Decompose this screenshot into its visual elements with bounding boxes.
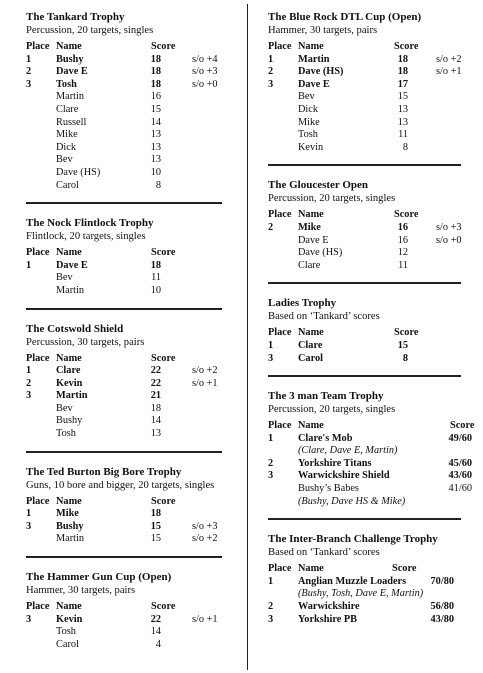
result-row (26, 167, 222, 180)
section-subtitle: Percussion, 20 targets, singles (268, 193, 396, 205)
score-cell: 11 (398, 259, 408, 271)
result-row (268, 576, 463, 589)
section-subtitle: Percussion, 20 targets, singles (268, 404, 396, 416)
result-row (26, 104, 222, 117)
result-row (26, 378, 222, 391)
section-rule (268, 518, 461, 520)
section-rule (26, 451, 222, 453)
name-cell: Bushy (56, 53, 84, 65)
place-column-header: Place (268, 563, 292, 575)
shootoff-note: s/o +2 (192, 365, 218, 377)
result-row (26, 390, 222, 403)
name-cell: Tosh (56, 78, 77, 90)
section-title: The Tankard Trophy (26, 11, 125, 23)
name-cell: Mike (298, 221, 321, 233)
score-cell: 45/60 (448, 457, 472, 469)
section-title: The Blue Rock DTL Cup (Open) (268, 11, 422, 23)
name-cell: Yorkshire PB (298, 613, 358, 625)
place-column-header: Place (26, 247, 50, 259)
score-cell: 15 (397, 339, 408, 351)
score-cell: 13 (150, 154, 161, 166)
score-cell: 15 (150, 103, 161, 115)
name-column-header: Name (56, 352, 82, 364)
score-column-header: Score (151, 495, 176, 507)
trophy-section-the-hammer-gun-cup-open (26, 570, 222, 651)
place-cell: 2 (268, 221, 274, 233)
place-column-header: Place (26, 352, 50, 364)
score-cell: 18 (397, 53, 408, 65)
name-cell: Dave (HS) (298, 66, 344, 78)
name-cell: Martin (56, 91, 85, 103)
section-title: The Cotswold Shield (26, 322, 124, 335)
score-cell: 15 (150, 533, 161, 545)
name-cell: Dave E (298, 78, 330, 90)
place-cell: 2 (268, 457, 274, 469)
result-row (268, 496, 463, 509)
name-cell: Dave (HS) (298, 247, 343, 259)
result-row (268, 129, 463, 142)
place-cell: 3 (268, 613, 274, 625)
section-title: The Gloucester Open (268, 179, 369, 192)
name-cell: Bev (298, 91, 315, 103)
place-column-header: Place (268, 209, 292, 221)
result-row (268, 117, 463, 130)
result-row (26, 508, 222, 521)
result-row (26, 79, 222, 92)
name-cell: Martin (56, 533, 85, 545)
place-cell: 3 (26, 613, 32, 625)
score-column-header: Score (151, 247, 176, 259)
score-cell: 16 (397, 234, 408, 246)
score-cell: 8 (402, 352, 408, 364)
result-row (26, 614, 222, 627)
name-cell: Bushy’s Babes (298, 483, 359, 495)
name-column-header: Name (56, 495, 82, 507)
score-cell: 15 (150, 520, 161, 532)
shootoff-note: s/o +0 (192, 78, 218, 90)
shootoff-note: s/o +2 (436, 53, 462, 65)
name-cell: Clare (56, 365, 81, 377)
shootoff-note: s/o +1 (436, 66, 462, 78)
name-cell: Carol (56, 179, 79, 191)
name-cell: (Bushy, Tosh, Dave E, Martin) (298, 588, 424, 600)
trophy-section-ladies-trophy (268, 296, 463, 365)
place-cell: 1 (26, 508, 32, 520)
score-cell: 13 (397, 103, 408, 115)
name-cell: Bev (56, 402, 73, 414)
trophy-section-the-gloucester-open (268, 178, 463, 272)
name-cell: (Clare, Dave E, Martin) (298, 445, 398, 457)
shootoff-note: s/o +3 (436, 221, 462, 233)
name-cell: Tosh (56, 428, 76, 440)
name-cell: Tosh (56, 626, 76, 638)
name-cell: Dave E (298, 234, 329, 246)
result-row (26, 272, 222, 285)
score-cell: 11 (398, 129, 408, 141)
section-subtitle: Based on ‘Tankard’ scores (268, 547, 380, 559)
result-row (26, 428, 222, 441)
place-cell: 3 (268, 470, 274, 482)
place-column-header: Place (268, 420, 292, 432)
place-column-header: Place (26, 495, 50, 507)
result-row (26, 142, 222, 155)
shootoff-note: s/o +2 (192, 533, 218, 545)
place-column-header: Place (268, 41, 292, 52)
name-cell: Dick (298, 103, 319, 115)
place-cell: 1 (26, 53, 32, 65)
name-column-header: Name (298, 563, 324, 575)
name-cell: Dave E (56, 66, 88, 78)
score-column-header: Score (450, 420, 475, 432)
name-cell: (Bushy, Dave HS & Mike) (298, 495, 406, 507)
name-cell: Warwickshire Shield (298, 470, 390, 482)
score-cell: 15 (397, 91, 408, 103)
score-cell: 18 (150, 508, 161, 520)
score-cell: 18 (150, 53, 161, 65)
score-cell: 14 (150, 415, 161, 427)
section-title: The 3 man Team Trophy (268, 390, 384, 403)
place-cell: 2 (268, 66, 274, 78)
result-row (26, 639, 222, 652)
result-row (26, 415, 222, 428)
section-rule (26, 308, 222, 310)
name-cell: Bev (56, 272, 73, 284)
result-row (268, 235, 463, 248)
score-cell: 10 (150, 166, 161, 178)
score-cell: 43/60 (448, 470, 472, 482)
score-cell: 41/60 (448, 483, 472, 495)
result-row (26, 54, 222, 67)
result-row (268, 142, 463, 155)
score-column-header: Score (394, 41, 419, 52)
name-cell: Carol (56, 638, 79, 650)
results-header (26, 353, 222, 366)
score-cell: 56/80 (430, 601, 454, 613)
name-column-header: Name (56, 247, 82, 259)
score-column-header: Score (151, 352, 176, 364)
name-cell: Clare (298, 339, 323, 351)
name-cell: Clare's Mob (298, 432, 353, 444)
trophy-section-the-3-man-team-trophy (268, 389, 475, 508)
score-column-header: Score (151, 41, 176, 52)
result-row (26, 154, 222, 167)
score-cell: 13 (150, 141, 161, 153)
result-row (268, 247, 463, 260)
score-column-header: Score (151, 601, 176, 613)
section-rule (268, 375, 461, 377)
score-cell: 13 (150, 129, 161, 141)
result-row (26, 533, 222, 546)
shootoff-note: s/o +3 (192, 520, 218, 532)
trophy-section-the-tankard-trophy (26, 10, 222, 192)
name-cell: Dave (HS) (56, 166, 101, 178)
section-rule (26, 556, 222, 558)
result-row (26, 403, 222, 416)
result-row (268, 445, 463, 458)
place-cell: 1 (268, 432, 274, 444)
name-cell: Martin (56, 390, 88, 402)
trophy-section-the-cotswold-shield (26, 322, 222, 441)
result-row (26, 285, 222, 298)
result-row (268, 66, 463, 79)
result-row (268, 91, 463, 104)
shootoff-note: s/o +1 (192, 613, 218, 625)
name-cell: Dick (56, 141, 77, 153)
section-rule (268, 282, 461, 284)
result-row (268, 483, 472, 496)
results-header (268, 327, 463, 340)
trophy-section-the-inter-branch-challenge-trophy (268, 532, 463, 626)
name-cell: Mike (56, 508, 79, 520)
result-row (268, 588, 463, 601)
name-column-header: Name (298, 209, 324, 221)
result-row (268, 260, 463, 273)
score-cell: 18 (150, 259, 161, 271)
trophy-section-the-blue-rock-dtl-cup-open (268, 10, 463, 154)
result-row (268, 470, 472, 483)
result-row (26, 91, 222, 104)
result-row (26, 365, 222, 378)
score-cell: 21 (150, 390, 161, 402)
shootoff-note: s/o +4 (192, 53, 218, 65)
score-cell: 22 (150, 613, 161, 625)
place-cell: 2 (268, 601, 274, 613)
trophy-section-the-nock-flintlock-trophy (26, 216, 222, 297)
results-header (26, 41, 222, 54)
shootoff-note: s/o +0 (436, 234, 462, 246)
place-cell: 3 (268, 352, 274, 364)
result-row (268, 104, 463, 117)
right-column (268, 10, 475, 626)
score-cell: 12 (397, 247, 408, 259)
place-cell: 1 (26, 259, 32, 271)
score-cell: 49/60 (448, 432, 472, 444)
result-row (268, 353, 463, 366)
result-row (268, 432, 472, 446)
score-cell: 14 (150, 116, 161, 128)
score-cell: 13 (397, 116, 408, 128)
name-cell: Kevin (298, 141, 324, 153)
section-title: The Ted Burton Big Bore Trophy (26, 465, 182, 478)
score-cell: 11 (151, 272, 161, 284)
name-cell: Mike (298, 116, 320, 128)
results-header (26, 601, 222, 614)
results-header (268, 563, 463, 576)
section-subtitle: Percussion, 30 targets, pairs (26, 336, 145, 348)
section-title: Ladies Trophy (268, 297, 337, 310)
name-column-header: Name (56, 601, 82, 613)
result-row (26, 521, 222, 534)
score-cell: 18 (150, 78, 161, 90)
name-cell: Russell (56, 116, 87, 128)
score-cell: 18 (397, 66, 408, 78)
result-row (268, 614, 463, 627)
place-cell: 1 (268, 339, 274, 351)
score-cell: 14 (150, 626, 161, 638)
result-row (26, 260, 222, 273)
section-title: The Nock Flintlock Trophy (26, 217, 154, 230)
left-column (26, 10, 222, 651)
name-cell: Martin (56, 284, 85, 296)
name-cell: Bushy (56, 415, 83, 427)
score-cell: 10 (150, 284, 161, 296)
name-cell: Clare (56, 103, 79, 115)
result-row (268, 79, 463, 92)
place-column-header: Place (26, 601, 50, 613)
result-row (268, 457, 472, 471)
section-title: The Inter-Branch Challenge Trophy (268, 533, 438, 546)
score-column-header: Score (394, 209, 419, 221)
result-row (26, 626, 222, 639)
result-row (26, 180, 222, 193)
shootoff-note: s/o +3 (192, 66, 218, 78)
score-cell: 13 (150, 428, 161, 440)
section-subtitle: Hammer, 30 targets, pairs (26, 585, 136, 597)
name-cell: Martin (298, 53, 330, 65)
result-row (268, 222, 463, 235)
score-cell: 4 (155, 638, 161, 650)
section-subtitle: Percussion, 20 targets, singles (26, 25, 154, 36)
place-cell: 3 (26, 390, 32, 402)
name-cell: Bushy (56, 520, 84, 532)
result-row (26, 66, 222, 79)
place-cell: 2 (26, 66, 32, 78)
result-row (268, 54, 463, 67)
score-cell: 8 (155, 179, 161, 191)
name-cell: Mike (56, 129, 78, 141)
name-cell: Dave E (56, 259, 88, 271)
score-column-header: Score (394, 327, 419, 339)
score-cell: 70/80 (430, 575, 454, 587)
score-cell: 8 (402, 141, 408, 153)
name-column-header: Name (56, 41, 82, 52)
section-subtitle: Hammer, 30 targets, pairs (268, 25, 378, 36)
name-cell: Anglian Muzzle Loaders (298, 575, 407, 587)
name-cell: Kevin (56, 613, 83, 625)
place-cell: 1 (26, 365, 32, 377)
place-column-header: Place (268, 327, 292, 339)
result-row (268, 340, 463, 353)
place-cell: 3 (26, 520, 32, 532)
score-cell: 16 (397, 221, 408, 233)
result-row (26, 129, 222, 142)
name-cell: Kevin (56, 377, 83, 389)
place-column-header: Place (26, 41, 50, 52)
score-cell: 43/80 (430, 613, 454, 625)
section-rule (268, 164, 461, 166)
results-header (268, 420, 475, 433)
shootoff-note: s/o +1 (192, 377, 218, 389)
name-cell: Clare (298, 259, 321, 271)
place-cell: 1 (268, 575, 274, 587)
name-cell: Yorkshire Titans (298, 457, 372, 469)
score-cell: 18 (150, 66, 161, 78)
results-header (26, 496, 222, 509)
place-cell: 3 (26, 78, 32, 90)
name-cell: Bev (56, 154, 73, 166)
section-subtitle: Guns, 10 bore and bigger, 20 targets, singles (26, 479, 215, 491)
section-rule (26, 202, 222, 204)
results-header (26, 247, 222, 260)
score-cell: 22 (150, 377, 161, 389)
name-cell: Tosh (298, 129, 318, 141)
result-row (268, 601, 463, 614)
score-cell: 22 (150, 365, 161, 377)
section-title: The Hammer Gun Cup (Open) (26, 571, 172, 584)
name-column-header: Name (298, 41, 324, 52)
column-divider (247, 4, 248, 670)
section-subtitle: Based on ‘Tankard’ scores (268, 311, 380, 323)
results-header (268, 41, 463, 54)
name-column-header: Name (298, 327, 324, 339)
name-cell: Warwickshire (298, 601, 360, 613)
place-cell: 3 (268, 78, 274, 90)
score-column-header: Score (392, 563, 417, 575)
place-cell: 1 (268, 53, 274, 65)
name-column-header: Name (298, 420, 324, 432)
results-header (268, 209, 463, 222)
score-cell: 17 (397, 78, 408, 90)
name-cell: Carol (298, 352, 323, 364)
place-cell: 2 (26, 377, 32, 389)
trophy-section-the-ted-burton-big-bore-trophy (26, 465, 222, 546)
section-subtitle: Flintlock, 20 targets, singles (26, 231, 146, 243)
result-row (26, 117, 222, 130)
score-cell: 16 (150, 91, 161, 103)
score-cell: 18 (150, 402, 161, 414)
